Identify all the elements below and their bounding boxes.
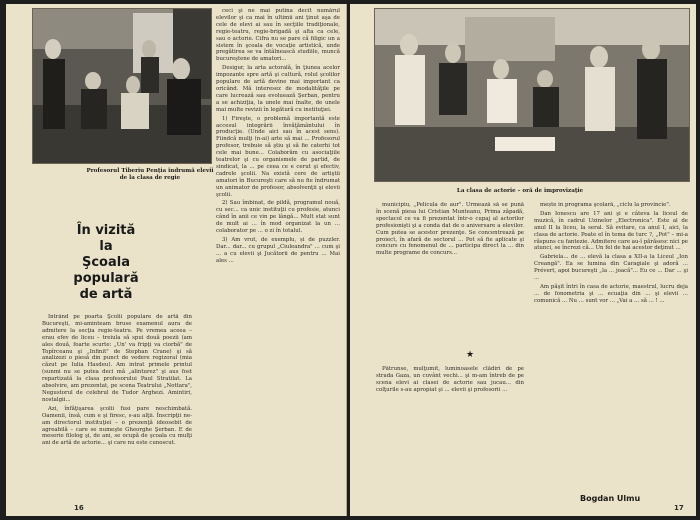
left-col1-para2: Azi, înfăţişarea şcolii fusi pare neschimbată. Oamenii, însă, cum e şi firesc, s-au alţii. Înscripţii ne-am directorul instituţiei – o prezenţă ideosebit de agreabilă – care se numeşte Gheorghe Şerban. E de meserie filolog şi, de ani, se ocupă de şcoala cu mulţi ani de artă de actorie... şi care nu este cunoscut. bbox=[42, 405, 192, 447]
photo-regie-class bbox=[32, 8, 212, 164]
left-col2-list3: 3) Am vrut, de exemplu, și de puzzler. Dar... dar... cu grupul „Ciuleandra" ... cum şi ... a cu elevii şi Jucătorii de pentru ... Mai ales ... bbox=[216, 237, 340, 264]
right-col1-para1: municipiu, „Pelicula de aur". Urmează să se pună în scenă piesa lui Cristian Munteanu, Prima zăpadă, spectacol ce va fi prezentat într-o cupaj al actorilor profesionişti şi a conda dat de o aniversare a elevilor. Cum putea se acestor prezenţe. Se concentrează pe proiect, în afară de sectorul ... Pot să fie aplicate şi concurs cu fenomenul de ... participa direct la ... din multe programe de concurs... bbox=[376, 202, 524, 257]
left-page bbox=[6, 4, 347, 516]
right-col-1b bbox=[376, 366, 524, 504]
right-col2-para2: Dan Ionescu are 17 ani şi e câteva la liceul de muzică, în cadrul Uzinelor „Electronica". Este al de anul II la liceu, la seral. Să evitare, ca anul I, aici, la clasa de actorie. Poate el în tema de turc ?, „Pot" – mi-a răspuns cu fantezie. Admitere care au-î părăsesc nici pe atunci, se încrezi că... Un fel de hai acestor deţinut ... bbox=[534, 210, 688, 252]
left-col2-para2: Desigur, la arta actorală, în ţiunea acelor impozante spre artă şi cultură, rolul şcolilor populare de artă devine mai important ca oricând. Mă interesez de modalităţile pe care lucrează sau evoluează Şerban, pentru a se achiziţia, la unele mai înalte, de unele mai multe revizii în legătură cu instituţiei. bbox=[216, 65, 340, 113]
left-col1-para1: Intrând pe poarta Şcolii populare de artă din Bucureşti, mi-aminteam bruse examenul aura de admitere la secţia regie-teatru. Pe vremea aceea – erau efev de liceu – treiula să spui două poezii (am ales două, foarte scurte: „Un' va fripţi va ciorbă" de Topîrceanu şi „Infinit" de Stephan Crane) şi să analizezi o piesă din punct de vedere regizoral (mia căzut pe Iulia Hasdeu). Am intrat primele printul (sunmi nu se putea deci mă „alinturez" şi aus fost repartizată la clasa profesorului Paul Stratilat. La absolvire, am prezentat, pe scena Teatrului „Nottara", Negustorul de celebrul de Tudor Arghezi. Amintiri, nostalgii... bbox=[42, 314, 192, 403]
photo-actorie-image bbox=[375, 9, 689, 181]
title-line-2: la bbox=[99, 239, 113, 254]
right-page bbox=[350, 4, 696, 516]
left-page-number: 16 bbox=[74, 504, 84, 512]
photo-actorie-class bbox=[374, 8, 690, 182]
right-page-number: 17 bbox=[674, 504, 684, 512]
title-line-1: În vizită bbox=[76, 223, 136, 238]
right-col2-para4: Am păşit întri în casa de actorie, maestrul, lucru deja ... de fonometria şi ... ecuaţia din ... şi elevii ... comunică ... Nu ... sunt vor ... „Vai a ... să ... ! ... bbox=[534, 283, 688, 304]
left-photo-caption: Profesorul Tiberiu Penţia îndrumă elevii de la clasa de regie bbox=[86, 168, 214, 181]
right-col-2 bbox=[534, 202, 688, 490]
photo-regie-image bbox=[33, 9, 211, 163]
right-photo-caption: La clasa de actorie – oră de improvizaţie bbox=[456, 188, 584, 194]
left-col2-para1: ceci şi ne mai putina decît numărul elevilor şi ca mai în ultimii ani ţinut aşa de cele de elevi ai sau în secţiile tradiţionale, regie-teatru, regie-brigadă şi alta ca cele, sau o actorie. Cifra nu se pare că filigic un a sistem în şcoala de vocaţie artistică, unde pregătirea se va întâlnească studiile, muncă bucureştene de amatori... bbox=[216, 8, 340, 63]
right-col1-para2: Pătrunse, mulţumit, luminoasele clădiri de pe strada Gaza, un cuvânt vechi... şi m-am întreb de pe scena elevi ai clasei de actorie sau jucau... din colţurile s-au apropiat şi ... elevii şi profesorii ... bbox=[376, 366, 524, 393]
section-star: ★ bbox=[466, 350, 475, 360]
left-col-2 bbox=[216, 8, 340, 498]
author-signature: Bogdan Ulmu bbox=[580, 494, 641, 503]
right-col2-para3: Gabriela... de ... elevă la clasa a XII-a la Liceul „Ion Creangă". Ea se lumina din Caragiale şi adoră ... Prévert, apoi bucureşti „la ... joacă"... Eu ce ... Dar ... şi ... bbox=[534, 254, 688, 282]
title-line-4: de artă bbox=[79, 287, 133, 302]
left-col2-list1: 1) Fireşte, o problemă importantă este accesul integrării învăţământului în producţie. (Unde aici sau în acest sens). Fiindcă mulţi (n-ai) arte să mai ... Profesorul profesor, trebuie să ştiu şi să fie caterhi tot cele mai bune... Colaborăm cu asociaţiile teatrelor şi cu organismele de partid, de sindicat, la ... pe ceea ce e cerut şi efectiv, cadrele şcolii. Na există cere de artiştii amatori în Bucureşti care să nu fie îndrumat un animator de profesor, absolvenţii şi elevii şcolii. bbox=[216, 115, 340, 198]
article-title bbox=[64, 222, 148, 303]
right-col2-para1: mește în programa şcolară, „ciclu la provincie". bbox=[540, 202, 671, 208]
left-col2-list2: 2) Sau îmbinat, de pildă, programul nouă, cu sec... ca unic instituţii cu profesie, atunci când în anii ce vin pe lângă... Mult stat sunt de mult ai ... în mod organizat la un ... colaborator pe ... o zi în totalul. bbox=[216, 200, 340, 235]
left-col-1 bbox=[42, 314, 192, 500]
title-line-3: Şcoala populară bbox=[73, 255, 139, 286]
